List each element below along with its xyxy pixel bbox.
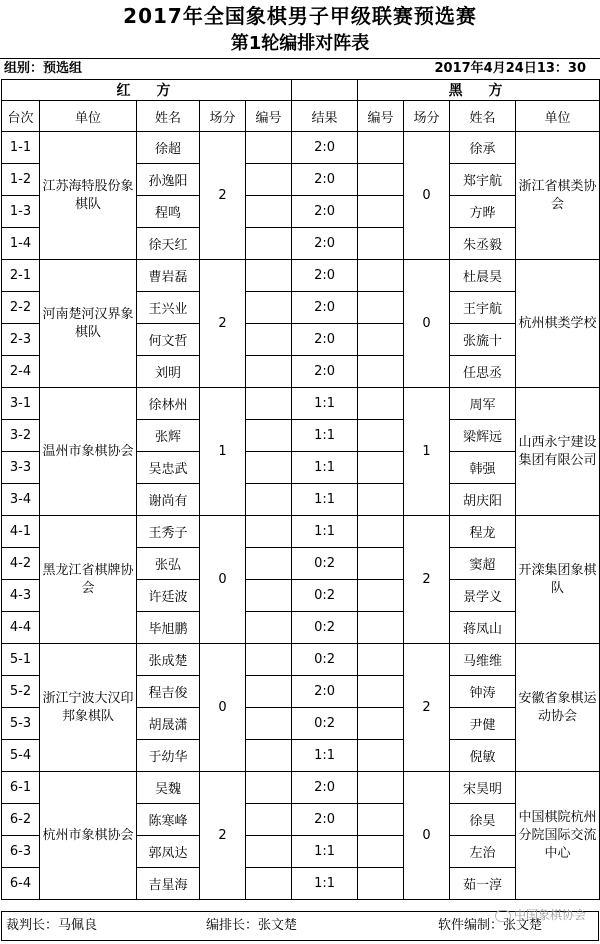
black-player-name: 朱丞毅 xyxy=(450,228,516,260)
table-number-cell: 3-1 xyxy=(2,388,40,420)
black-match-score: 1 xyxy=(404,388,450,516)
group-label: 组别：预选组 xyxy=(4,61,83,76)
header-result: 结果 xyxy=(292,101,358,132)
result-cell: 1:1 xyxy=(292,836,358,868)
red-player-name: 吴忠武 xyxy=(137,452,200,484)
red-player-name: 程吉俊 xyxy=(137,676,200,708)
table-row xyxy=(2,388,600,420)
red-number-cell xyxy=(246,292,292,324)
black-number-cell xyxy=(358,740,404,772)
black-number-cell xyxy=(358,548,404,580)
red-player-name: 陈寒峰 xyxy=(137,804,200,836)
red-number-cell xyxy=(246,196,292,228)
table-number-cell: 3-4 xyxy=(2,484,40,516)
result-cell: 1:1 xyxy=(292,740,358,772)
black-number-cell xyxy=(358,612,404,644)
black-player-name: 宋昊明 xyxy=(450,772,516,804)
table-number-cell: 6-3 xyxy=(2,836,40,868)
red-player-name: 于幼华 xyxy=(137,740,200,772)
result-cell: 0:2 xyxy=(292,580,358,612)
red-number-cell xyxy=(246,420,292,452)
black-match-score: 2 xyxy=(404,644,450,772)
red-number-cell xyxy=(246,548,292,580)
header-black-no: 编号 xyxy=(358,101,404,132)
black-number-cell xyxy=(358,484,404,516)
table-number-cell: 1-3 xyxy=(2,196,40,228)
red-number-cell xyxy=(246,868,292,900)
black-player-name: 梁辉远 xyxy=(450,420,516,452)
red-player-name: 曹岩磊 xyxy=(137,260,200,292)
table-number-cell: 1-4 xyxy=(2,228,40,260)
red-player-name: 吉星海 xyxy=(137,868,200,900)
black-number-cell xyxy=(358,292,404,324)
black-number-cell xyxy=(358,836,404,868)
red-number-cell xyxy=(246,164,292,196)
black-player-name: 蒋凤山 xyxy=(450,612,516,644)
black-unit-cell: 杭州棋类学校 xyxy=(516,260,600,388)
table-number-cell: 2-3 xyxy=(2,324,40,356)
red-number-cell xyxy=(246,516,292,548)
black-number-cell xyxy=(358,452,404,484)
red-number-cell xyxy=(246,612,292,644)
arranger-label: 编排长：张文楚 xyxy=(206,918,298,933)
black-number-cell xyxy=(358,516,404,548)
black-number-cell xyxy=(358,164,404,196)
black-unit-cell: 安徽省象棋运动协会 xyxy=(516,644,600,772)
red-match-score: 2 xyxy=(200,772,246,900)
result-cell: 2:0 xyxy=(292,356,358,388)
table-row xyxy=(2,644,600,676)
pairing-table xyxy=(1,79,600,900)
side-spacer xyxy=(292,80,358,101)
result-cell: 2:0 xyxy=(292,676,358,708)
black-number-cell xyxy=(358,356,404,388)
table-row xyxy=(2,260,600,292)
black-unit-cell: 中国棋院杭州分院国际交流中心 xyxy=(516,772,600,900)
table-number-cell: 6-4 xyxy=(2,868,40,900)
page-subtitle: 第1轮编排对阵表 xyxy=(230,33,370,54)
red-number-cell xyxy=(246,708,292,740)
black-player-name: 倪敏 xyxy=(450,740,516,772)
result-cell: 0:2 xyxy=(292,644,358,676)
table-number-cell: 5-1 xyxy=(2,644,40,676)
red-number-cell xyxy=(246,452,292,484)
header-red-name: 姓名 xyxy=(137,101,200,132)
red-match-score: 0 xyxy=(200,644,246,772)
black-player-name: 任思丞 xyxy=(450,356,516,388)
red-player-name: 许廷波 xyxy=(137,580,200,612)
black-player-name: 茹一淳 xyxy=(450,868,516,900)
black-number-cell xyxy=(358,868,404,900)
result-cell: 0:2 xyxy=(292,612,358,644)
red-player-name: 徐天红 xyxy=(137,228,200,260)
black-player-name: 杜晨昊 xyxy=(450,260,516,292)
table-number-cell: 2-4 xyxy=(2,356,40,388)
result-cell: 2:0 xyxy=(292,164,358,196)
red-number-cell xyxy=(246,228,292,260)
software-label: 软件编制：张文楚 xyxy=(438,918,543,933)
result-cell: 1:1 xyxy=(292,388,358,420)
black-number-cell xyxy=(358,708,404,740)
table-row xyxy=(2,772,600,804)
black-player-name: 徐承 xyxy=(450,132,516,164)
header-table-no: 台次 xyxy=(2,101,40,132)
red-player-name: 孙逸阳 xyxy=(137,164,200,196)
black-player-name: 程龙 xyxy=(450,516,516,548)
black-player-name: 徐昊 xyxy=(450,804,516,836)
red-number-cell xyxy=(246,772,292,804)
black-player-name: 王宇航 xyxy=(450,292,516,324)
black-match-score: 0 xyxy=(404,772,450,900)
black-player-name: 韩强 xyxy=(450,452,516,484)
red-number-cell xyxy=(246,676,292,708)
result-cell: 2:0 xyxy=(292,804,358,836)
red-player-name: 徐超 xyxy=(137,132,200,164)
red-number-cell xyxy=(246,644,292,676)
column-header-row xyxy=(2,101,600,132)
result-cell: 2:0 xyxy=(292,260,358,292)
black-player-name: 尹健 xyxy=(450,708,516,740)
watermark xyxy=(495,905,586,925)
watermark-text: 中国象棋协会 xyxy=(513,908,586,922)
header-red-score: 场分 xyxy=(200,101,246,132)
page-title: 2017年全国象棋男子甲级联赛预选赛 xyxy=(123,4,477,28)
red-match-score: 1 xyxy=(200,388,246,516)
red-unit-cell: 杭州市象棋协会 xyxy=(40,772,137,900)
table-number-cell: 5-3 xyxy=(2,708,40,740)
header-red-unit: 单位 xyxy=(40,101,137,132)
table-number-cell: 1-2 xyxy=(2,164,40,196)
red-number-cell xyxy=(246,132,292,164)
result-cell: 2:0 xyxy=(292,228,358,260)
result-cell: 2:0 xyxy=(292,132,358,164)
red-player-name: 刘明 xyxy=(137,356,200,388)
red-player-name: 张辉 xyxy=(137,420,200,452)
red-player-name: 张弘 xyxy=(137,548,200,580)
red-match-score: 2 xyxy=(200,132,246,260)
result-cell: 1:1 xyxy=(292,420,358,452)
red-player-name: 郭凤达 xyxy=(137,836,200,868)
info-bar xyxy=(0,58,600,79)
red-unit-cell: 江苏海特股份象棋队 xyxy=(40,132,137,260)
black-player-name: 左治 xyxy=(450,836,516,868)
table-number-cell: 5-2 xyxy=(2,676,40,708)
red-player-name: 徐林州 xyxy=(137,388,200,420)
black-unit-cell: 山西永宁建设集团有限公司 xyxy=(516,388,600,516)
table-number-cell: 6-1 xyxy=(2,772,40,804)
table-row xyxy=(2,516,600,548)
result-cell: 1:1 xyxy=(292,484,358,516)
red-player-name: 何文哲 xyxy=(137,324,200,356)
black-number-cell xyxy=(358,196,404,228)
table-row xyxy=(2,132,600,164)
red-player-name: 张成楚 xyxy=(137,644,200,676)
black-player-name: 钟涛 xyxy=(450,676,516,708)
red-player-name: 胡晟潇 xyxy=(137,708,200,740)
red-player-name: 王秀子 xyxy=(137,516,200,548)
red-number-cell xyxy=(246,324,292,356)
header-red-no: 编号 xyxy=(246,101,292,132)
result-cell: 2:0 xyxy=(292,196,358,228)
red-player-name: 毕旭鹏 xyxy=(137,612,200,644)
red-number-cell xyxy=(246,484,292,516)
black-number-cell xyxy=(358,324,404,356)
header-black-score: 场分 xyxy=(404,101,450,132)
table-number-cell: 2-2 xyxy=(2,292,40,324)
result-cell: 1:1 xyxy=(292,452,358,484)
table-number-cell: 3-3 xyxy=(2,452,40,484)
red-player-name: 王兴业 xyxy=(137,292,200,324)
table-number-cell: 4-3 xyxy=(2,580,40,612)
table-number-cell: 4-2 xyxy=(2,548,40,580)
red-number-cell xyxy=(246,580,292,612)
black-number-cell xyxy=(358,644,404,676)
black-player-name: 景学义 xyxy=(450,580,516,612)
referee-label: 裁判长：马佩良 xyxy=(6,918,98,933)
wechat-icon xyxy=(495,910,511,922)
result-cell: 0:2 xyxy=(292,708,358,740)
red-unit-cell: 黑龙江省棋牌协会 xyxy=(40,516,137,644)
black-side-label: 黑 方 xyxy=(358,80,600,101)
black-number-cell xyxy=(358,420,404,452)
result-cell: 1:1 xyxy=(292,868,358,900)
black-unit-cell: 开滦集团象棋队 xyxy=(516,516,600,644)
red-number-cell xyxy=(246,388,292,420)
table-number-cell: 4-4 xyxy=(2,612,40,644)
red-side-label: 红 方 xyxy=(2,80,292,101)
black-number-cell xyxy=(358,260,404,292)
red-number-cell xyxy=(246,804,292,836)
table-number-cell: 6-2 xyxy=(2,804,40,836)
result-cell: 2:0 xyxy=(292,324,358,356)
header-black-unit: 单位 xyxy=(516,101,600,132)
black-number-cell xyxy=(358,804,404,836)
black-player-name: 方晔 xyxy=(450,196,516,228)
red-unit-cell: 浙江宁波大汉印邦象棋队 xyxy=(40,644,137,772)
red-unit-cell: 河南楚河汉界象棋队 xyxy=(40,260,137,388)
black-number-cell xyxy=(358,580,404,612)
table-number-cell: 5-4 xyxy=(2,740,40,772)
table-number-cell: 2-1 xyxy=(2,260,40,292)
table-number-cell: 3-2 xyxy=(2,420,40,452)
red-number-cell xyxy=(246,356,292,388)
black-player-name: 张旒十 xyxy=(450,324,516,356)
black-number-cell xyxy=(358,228,404,260)
header-black-name: 姓名 xyxy=(450,101,516,132)
black-player-name: 周军 xyxy=(450,388,516,420)
side-header-row xyxy=(2,80,600,101)
red-unit-cell: 温州市象棋协会 xyxy=(40,388,137,516)
red-player-name: 程鸣 xyxy=(137,196,200,228)
black-player-name: 郑宇航 xyxy=(450,164,516,196)
result-cell: 2:0 xyxy=(292,292,358,324)
black-number-cell xyxy=(358,676,404,708)
result-cell: 0:2 xyxy=(292,548,358,580)
datetime-label: 2017年4月24日13：30 xyxy=(434,61,586,76)
result-cell: 1:1 xyxy=(292,516,358,548)
red-player-name: 吴魏 xyxy=(137,772,200,804)
black-number-cell xyxy=(358,132,404,164)
table-number-cell: 4-1 xyxy=(2,516,40,548)
black-unit-cell: 浙江省棋类协会 xyxy=(516,132,600,260)
table-number-cell: 1-1 xyxy=(2,132,40,164)
red-match-score: 0 xyxy=(200,516,246,644)
red-match-score: 2 xyxy=(200,260,246,388)
black-player-name: 马维维 xyxy=(450,644,516,676)
black-match-score: 0 xyxy=(404,132,450,260)
black-match-score: 2 xyxy=(404,516,450,644)
red-number-cell xyxy=(246,836,292,868)
black-number-cell xyxy=(358,772,404,804)
black-match-score: 0 xyxy=(404,260,450,388)
red-number-cell xyxy=(246,740,292,772)
result-cell: 2:0 xyxy=(292,772,358,804)
black-number-cell xyxy=(358,388,404,420)
black-player-name: 窦超 xyxy=(450,548,516,580)
black-player-name: 胡庆阳 xyxy=(450,484,516,516)
red-number-cell xyxy=(246,260,292,292)
red-player-name: 谢尚有 xyxy=(137,484,200,516)
